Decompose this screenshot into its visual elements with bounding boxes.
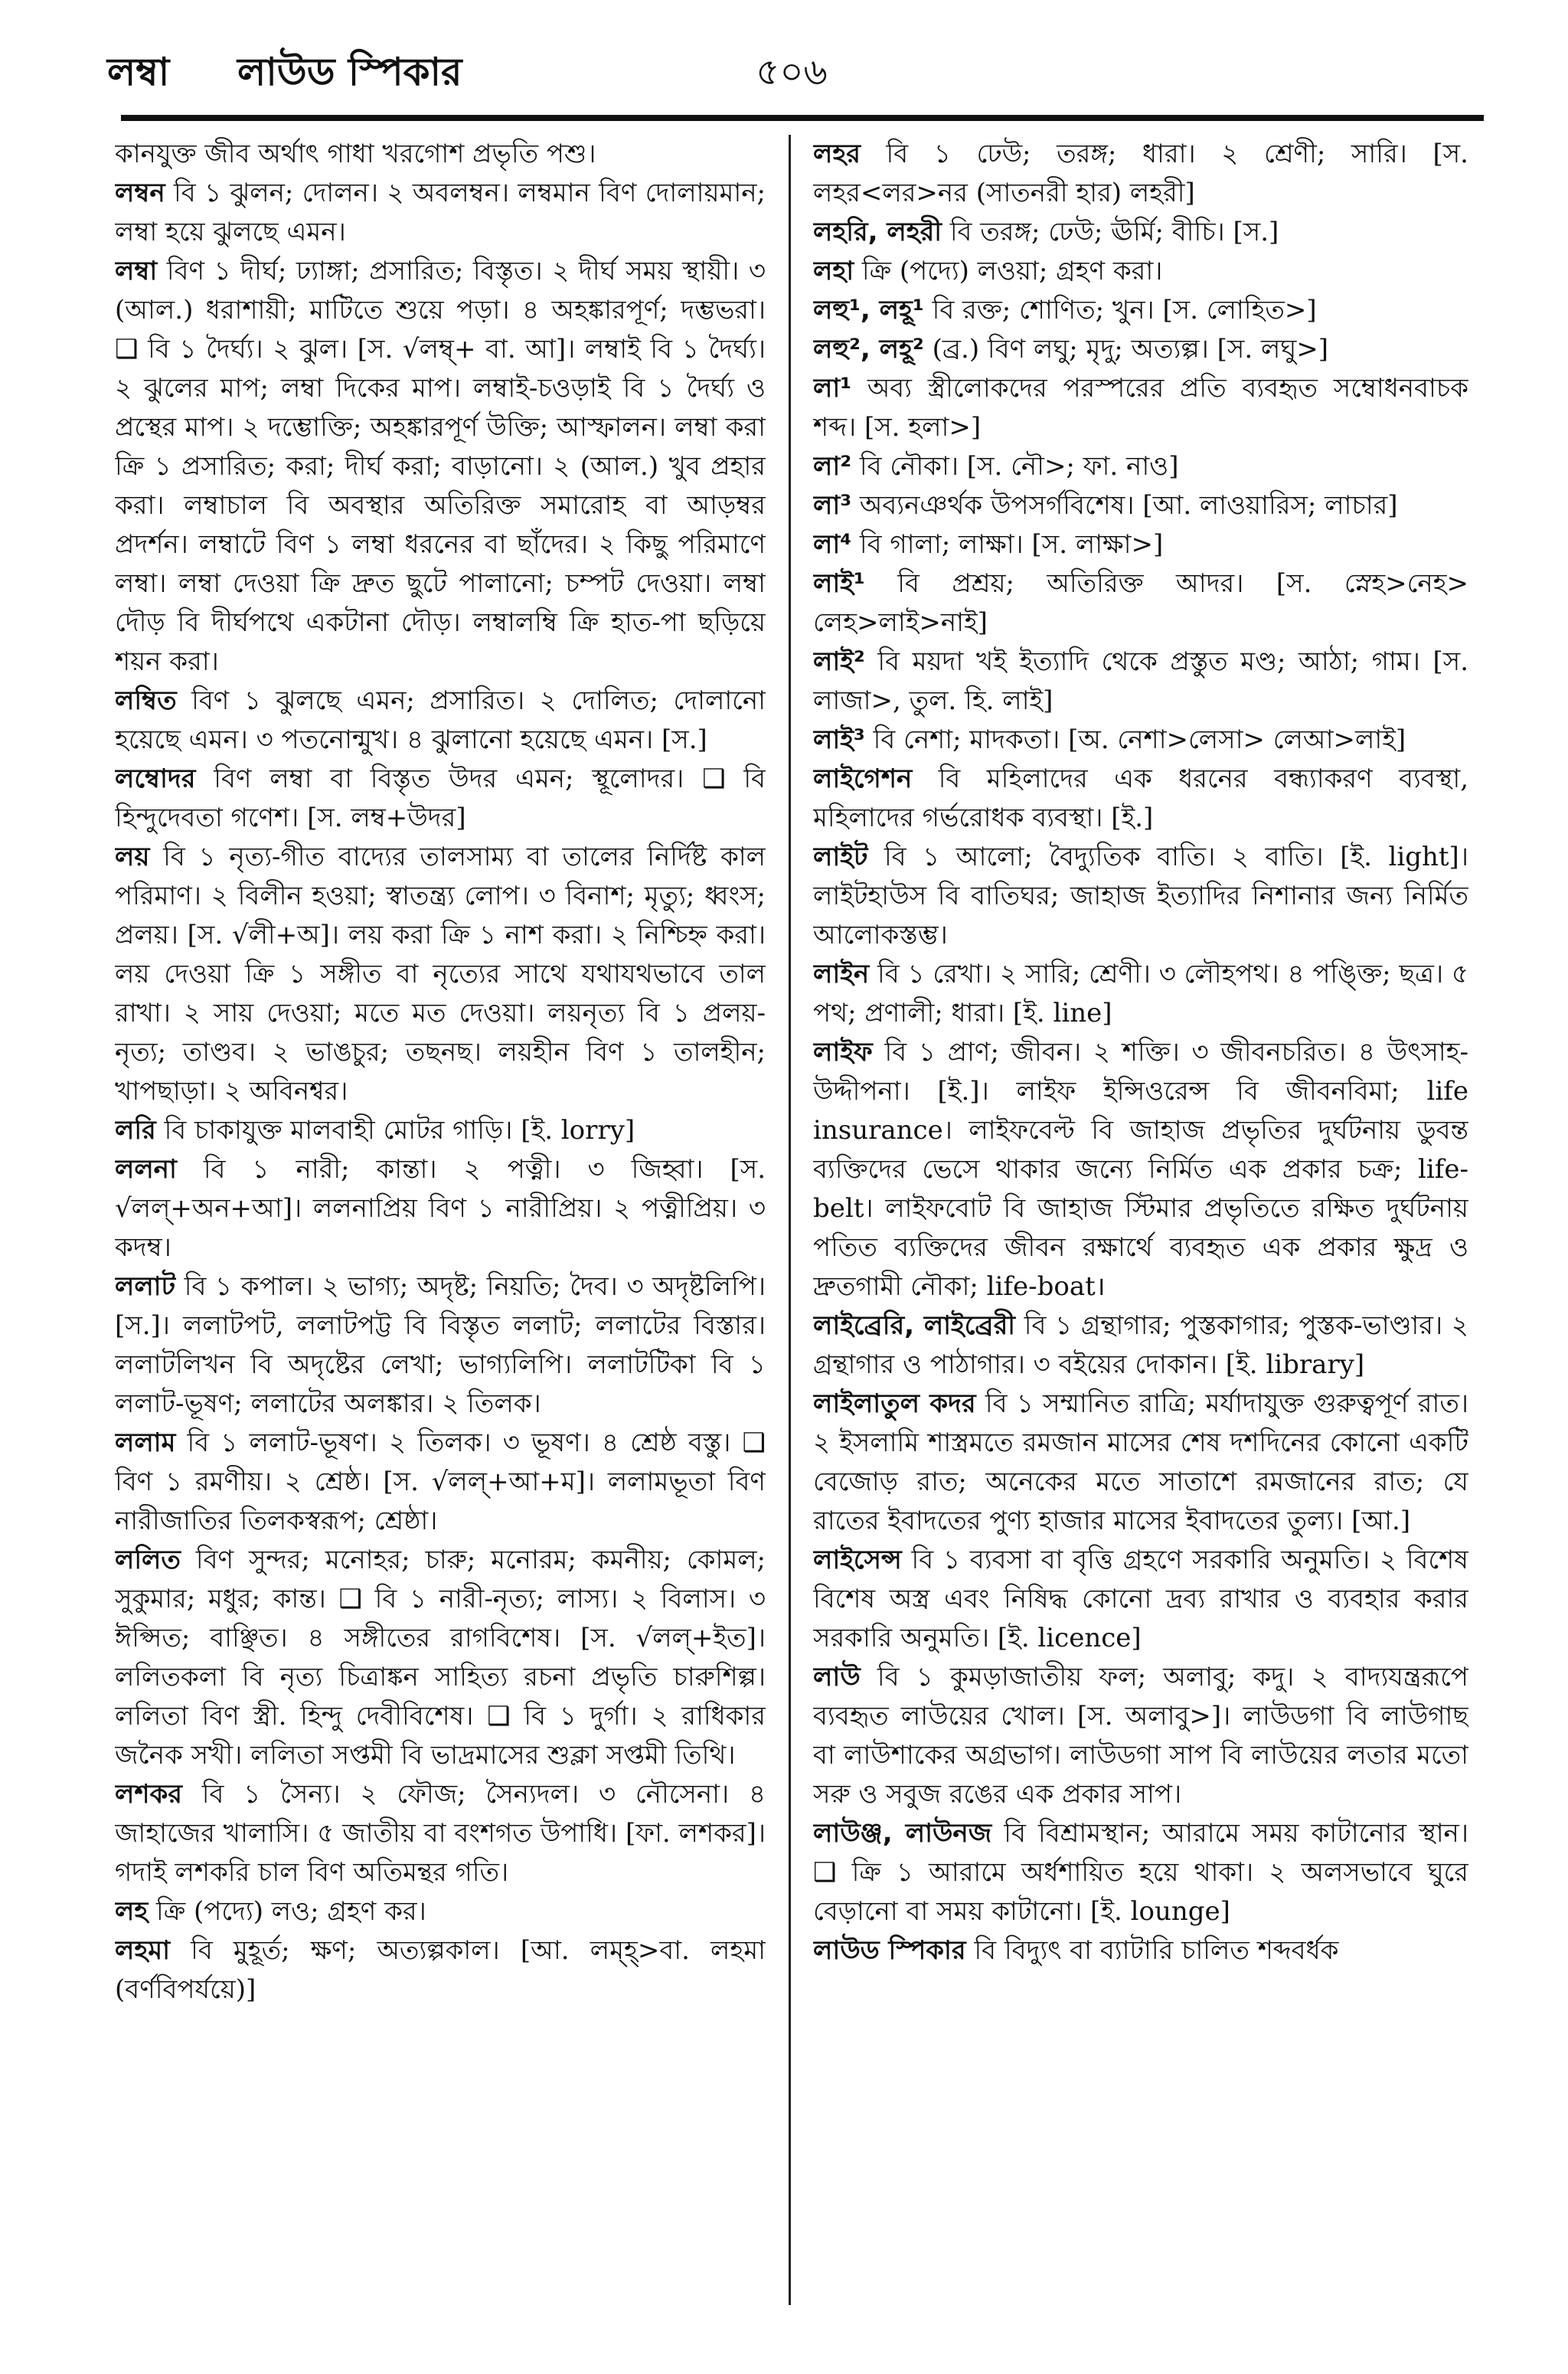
entry-headword: লাইসেন্স [813, 1545, 902, 1575]
left-column [115, 135, 766, 2313]
entry-definition: বিণ লম্বা বা বিস্তৃত উদর এমন; স্থূলোদর। ❑ বি হিন্দুদেবতা গণেশ। [স. লম্ব+উদর] [115, 764, 766, 833]
entry-headword: লয় [115, 842, 150, 872]
entry-headword: লাই² [813, 646, 865, 677]
dictionary-entry [115, 252, 766, 682]
entry-headword: লম্বিত [115, 685, 177, 716]
entry-definition: বি ১ রেখা। ২ সারি; শ্রেণী। ৩ লৌহপথ। ৪ পঙ্ক্তি; ছত্র। ৫ পথ; প্রণালী; ধারা। [ই. line] [813, 959, 1468, 1028]
entry-headword: লাই³ [813, 724, 865, 755]
entry-headword: লাইগেশন [813, 764, 913, 794]
entry-definition: বি বিশ্রামস্থান; আরামে সময় কাটানোর স্থান। ❑ ক্রি ১ আরামে অর্ধশায়িত হয়ে থাকা। ২ অলসভাবে ঘুরে বেড়ানো বা সময় কাটানো। [ই. lounge] [813, 1818, 1468, 1927]
dictionary-entry [115, 1892, 766, 1931]
entry-headword: লহর [813, 139, 861, 169]
entry-definition: বি বিদ্যুৎ বা ব্যাটারি চালিত শব্দবর্ধক [974, 1935, 1339, 1966]
entry-definition: বি ১ ললাট-ভূষণ। ২ তিলক। ৩ ভূষণ। ৪ শ্রেষ্ঠ বস্তু। ❑ বিণ ১ রমণীয়। ২ শ্রেষ্ঠ। [স. √লল্+আ+ম]। ললামভূতা বিণ নারীজাতির তিলকস্বরূপ; শ্রেষ্ঠা। [115, 1427, 766, 1536]
entry-definition: কানযুক্ত জীব অর্থাৎ গাধা খরগোশ প্রভৃতি পশু। [115, 139, 596, 169]
guide-word-left: লম্বা [107, 50, 170, 94]
dictionary-entry [813, 564, 1468, 643]
dictionary-entry [115, 682, 766, 760]
entry-headword: লাইফ [813, 1037, 873, 1068]
dictionary-entry [813, 1541, 1468, 1658]
entry-definition: বিণ ১ ঝুলছে এমন; প্রসারিত। ২ দোলিত; দোলানো হয়েছে এমন। ৩ পতনোন্মুখ। ৪ ঝুলানো হয়েছে এমন। [স.] [115, 685, 766, 755]
entry-headword: লাইন [813, 959, 870, 989]
entry-headword: লা¹ [813, 373, 852, 404]
entry-definition: বি ১ আলো; বৈদ্যুতিক বাতি। ২ বাতি। [ই. light]। লাইটহাউস বি বাতিঘর; জাহাজ ইত্যাদির নিশানার জন্য নির্মিত আলোকস্তম্ভ। [813, 842, 1468, 950]
dictionary-entry [813, 1814, 1468, 1931]
entry-headword: লাউ [813, 1662, 861, 1692]
entry-definition: বিণ ১ দীর্ঘ; ঢ্যাঙ্গা; প্রসারিত; বিস্তৃত। ২ দীর্ঘ সময় স্থায়ী। ৩ (আল.) ধরাশায়ী; মাটিতে শুয়ে পড়া। ৪ অহঙ্কারপূর্ণ; দম্ভভরা। ❑ বি ১ দৈর্ঘ্য। ২ ঝুল। [স. √লম্ব্+ বা. আ]। লম্বাই বি ১ দৈর্ঘ্য। ২ ঝুলের মাপ; লম্বা দিকের মাপ। লম্বাই-চওড়াই বি ১ দৈর্ঘ্য ও প্রস্থের মাপ। ২ দম্ভোক্তি; অহঙ্কারপূর্ণ উক্তি; আস্ফালন। লম্বা করা ক্রি ১ প্রসারিত; করা; দীর্ঘ করা; বাড়ানো। ২ (আল.) খুব প্রহার করা। লম্বাচাল বি অবস্থার অতিরিক্ত সমারোহ বা আড়ম্বর প্রদর্শন। লম্বাটে বিণ ১ লম্বা ধরনের বা ছাঁদের। ২ কিছু পরিমাণে লম্বা। লম্বা দেওয়া ক্রি দ্রুত ছুটে পালানো; চম্পট দেওয়া। লম্বা দৌড় বি দীর্ঘপথে একটানা দৌড়। লম্বালম্বি ক্রি হাত-পা ছড়িয়ে শয়ন করা। [115, 256, 766, 677]
entry-definition: বি চাকাযুক্ত মালবাহী মোটর গাড়ি। [ই. lorry] [164, 1115, 635, 1146]
right-column [813, 135, 1468, 2313]
dictionary-entry [813, 291, 1468, 330]
entry-headword: লরি [115, 1115, 156, 1146]
dictionary-entry [813, 1385, 1468, 1541]
entry-headword: ললনা [115, 1154, 177, 1185]
entry-definition: ক্রি (পদ্যে) লওয়া; গ্রহণ করা। [861, 256, 1163, 286]
entry-headword: ললাট [115, 1271, 176, 1302]
dictionary-entry [813, 1033, 1468, 1306]
entry-definition: (ব্র.) বিণ লঘু; মৃদু; অত্যল্প। [স. লঘু>] [932, 334, 1329, 365]
entry-definition: বি ১ ঝুলন; দোলন। ২ অবলম্বন। লম্বমান বিণ দোলায়মান; লম্বা হয়ে ঝুলছে এমন। [115, 178, 766, 247]
entry-headword: লাইব্রেরি, লাইব্রেরী [813, 1310, 1015, 1341]
entry-definition: অব্য স্ত্রীলোকদের পরস্পরের প্রতি ব্যবহৃত সম্বোধনবাচক শব্দ। [স. হলা>] [813, 373, 1468, 443]
entry-definition: বি ১ সম্মানিত রাত্রি; মর্যাদাযুক্ত গুরুত্বপূর্ণ রাত। ২ ইসলামি শাস্ত্রমতে রমজান মাসের শেষ দশদিনের কোনো একটি বেজোড় রাত; অনেকের মতে সাতাশে রমজানের রাত; যে রাতের ইবাদতের পুণ্য হাজার মাসের ইবাদতের তুল্য। [আ.] [813, 1388, 1468, 1536]
entry-definition: বি ১ নৃত্য-গীত বাদ্যের তালসাম্য বা তালের নির্দিষ্ট কাল পরিমাণ। ২ বিলীন হওয়া; স্বাতন্ত্র্য লোপ। ৩ বিনাশ; মৃত্যু; ধ্বংস; প্রলয়। [স. √লী+অ]। লয় করা ক্রি ১ নাশ করা। ২ নিশ্চিহ্ন করা। লয় দেওয়া ক্রি ১ সঙ্গীত বা নৃত্যের সাথে যথাযথভাবে তাল রাখা। ২ সায় দেওয়া; মতে মত দেওয়া। লয়নৃত্য বি ১ প্রলয়-নৃত্য; তাণ্ডব। ২ ভাঙচুর; তছনছ। লয়হীন বিণ ১ তালহীন; খাপছাড়া। ২ অবিনশ্বর। [115, 842, 766, 1107]
entry-definition: বি মুহূর্ত; ক্ষণ; অত্যল্পকাল। [আ. লম্হ্‌>বা. লহমা (বর্ণবিপর্যয়ে)] [115, 1935, 766, 2005]
header-rule [121, 115, 1484, 121]
dictionary-entry [813, 330, 1468, 369]
entry-headword: লম্বোদর [115, 764, 196, 794]
entry-definition: বি ১ কুমড়াজাতীয় ফল; অলাবু; কদু। ২ বাদ্যযন্ত্ররূপে ব্যবহৃত লাউয়ের খোল। [স. অলাবু>]। লাউডগা বি লাউগাছ বা লাউশাকের অগ্রভাগ। লাউডগা সাপ বি লাউয়ের লতার মতো সরু ও সবুজ রঙের এক প্রকার সাপ। [813, 1662, 1468, 1810]
dictionary-entry [813, 213, 1468, 252]
dictionary-entry [813, 643, 1468, 721]
dictionary-entry [115, 1541, 766, 1775]
entry-headword: লাউঞ্জ, লাউনজ [813, 1818, 992, 1849]
entry-headword: লহ [115, 1896, 149, 1927]
entry-headword: লাউড স্পিকার [813, 1935, 966, 1966]
entry-headword: লম্বন [115, 178, 165, 208]
entry-headword: লহরি, লহরী [813, 217, 942, 247]
entry-definition: বি ১ ব্যবসা বা বৃত্তি গ্রহণে সরকারি অনুমতি। ২ বিশেষ বিশেষ অস্ত্র এবং নিষিদ্ধ কোনো দ্রব্য রাখার ও ব্যবহার করার সরকারি অনুমতি। [ই. licence] [813, 1545, 1468, 1653]
entry-definition: বি নৌকা। [স. নৌ>; ফা. নাও] [859, 451, 1179, 482]
entry-definition: বি ১ সৈন্য। ২ ফৌজ; সৈন্যদল। ৩ নৌসেনা। ৪ জাহাজের খালাসি। ৫ জাতীয় বা বংশগত উপাধি। [ফা. লশকর]। গদাই লশকরি চাল বিণ অতিমন্থর গতি। [115, 1779, 766, 1888]
dictionary-entry [813, 838, 1468, 955]
entry-definition: বি রক্ত; শোণিত; খুন। [স. লোহিত>] [932, 295, 1317, 325]
dictionary-entry [115, 1775, 766, 1892]
entry-definition: বি ১ নারী; কান্তা। ২ পত্নী। ৩ জিহ্বা। [স. √লল্+অন+আ]। ললনাপ্রিয় বিণ ১ নারীপ্রিয়। ২ পত্নীপ্রিয়। ৩ কদম্ব। [115, 1154, 766, 1263]
entry-headword: লহু¹, লহূ¹ [813, 295, 924, 325]
dictionary-entry [813, 135, 1468, 213]
entry-headword: লাই¹ [813, 568, 865, 599]
entry-definition: বি মহিলাদের এক ধরনের বন্ধ্যাকরণ ব্যবস্থা, মহিলাদের গর্ভরোধক ব্যবস্থা। [ই.] [813, 764, 1468, 833]
dictionary-entry [813, 955, 1468, 1033]
dictionary-entry [115, 1111, 766, 1150]
dictionary-entry [115, 135, 766, 174]
dictionary-entry [115, 760, 766, 838]
dictionary-entry [813, 1658, 1468, 1814]
page-header [100, 44, 1484, 110]
entry-headword: লশকর [115, 1779, 182, 1810]
entry-definition: বি ময়দা খই ইত্যাদি থেকে প্রস্তুত মণ্ড; আঠা; গাম। [স. লাজা>, তুল. হি. লাই] [813, 646, 1468, 716]
entry-definition: বি ১ গ্রন্থাগার; পুস্তকাগার; পুস্তক-ভাণ্ডার। ২ গ্রন্থাগার ও পাঠাগার। ৩ বইয়ের দোকান। [ই. library] [813, 1310, 1468, 1380]
dictionary-entry [813, 447, 1468, 486]
column-divider [789, 135, 791, 2305]
entry-definition: বি ১ কপাল। ২ ভাগ্য; অদৃষ্ট; নিয়তি; দৈব। ৩ অদৃষ্টলিপি। [স.]। ললাটপট, ললাটপট্ট বি বিস্তৃত ললাট; ললাটের বিস্তার। ললাটলিখন বি অদৃষ্টের লেখা; ভাগ্যলিপি। ললাটটিকা বি ১ ললাট-ভূষণ; ললাটের অলঙ্কার। ২ তিলক। [115, 1271, 766, 1419]
entry-definition: ক্রি (পদ্যে) লও; গ্রহণ কর। [156, 1896, 426, 1927]
entry-headword: লহু², লহূ² [813, 334, 924, 365]
entry-headword: লহমা [115, 1935, 170, 1966]
dictionary-entry [813, 525, 1468, 564]
entry-headword: লাইলাতুল কদর [813, 1388, 976, 1419]
dictionary-entry [115, 1150, 766, 1267]
entry-definition: বি তরঙ্গ; ঢেউ; ঊর্মি; বীচি। [স.] [949, 217, 1279, 247]
entry-definition: বি নেশা; মাদকতা। [অ. নেশা>লেসা> লেআ>লাই] [873, 724, 1406, 755]
entry-definition: বি গালা; লাক্ষা। [স. লাক্ষা>] [859, 529, 1164, 560]
entry-headword: লম্বা [115, 256, 158, 286]
entry-headword: ললাম [115, 1427, 176, 1458]
dictionary-entry [813, 369, 1468, 447]
dictionary-entry [813, 252, 1468, 291]
dictionary-entry [115, 838, 766, 1111]
dictionary-entry [813, 1931, 1468, 1970]
entry-headword: লহা [813, 256, 854, 286]
entry-definition: বি ১ প্রাণ; জীবন। ২ শক্তি। ৩ জীবনচরিত। ৪ উৎসাহ-উদ্দীপনা। [ই.]। লাইফ ইন্সিওরেন্স বি জীবনবিমা; life insurance। লাইফবেল্ট বি জাহাজ প্রভৃতির দুর্ঘটনায় ডুবন্ত ব্যক্তিদের ভেসে থাকার জন্যে নির্মিত এক প্রকার চক্র; life-belt। লাইফবোট বি জাহাজ স্টিমার প্রভৃতিতে রক্ষিত দুর্ঘটনায় পতিত ব্যক্তিদের জীবন রক্ষার্থে ব্যবহৃত এক প্রকার ক্ষুদ্র ও দ্রুতগামী নৌকা; life-boat। [813, 1037, 1468, 1302]
entry-definition: বি প্রশ্রয়; অতিরিক্ত আদর। [স. স্নেহ>নেহ> লেহ>লাই>নাই] [813, 568, 1468, 638]
dictionary-entry [813, 1306, 1468, 1385]
dictionary-entry [115, 174, 766, 252]
page-number: ৫০৬ [756, 51, 828, 93]
dictionary-entry [813, 486, 1468, 525]
entry-definition: বি ১ ঢেউ; তরঙ্গ; ধারা। ২ শ্রেণী; সারি। [স. লহর<লর>নর (সাতনরী হার) লহরী] [813, 139, 1468, 208]
entry-headword: লা³ [813, 490, 852, 521]
entry-headword: ললিত [115, 1545, 181, 1575]
dictionary-entry [813, 721, 1468, 760]
entry-definition: বিণ সুন্দর; মনোহর; চারু; মনোরম; কমনীয়; কোমল; সুকুমার; মধুর; কান্ত। ❑ বি ১ নারী-নৃত্য; লাস্য। ২ বিলাস। ৩ ঈপ্সিত; বাঞ্ছিত। ৪ সঙ্গীতের রাগবিশেষ। [স. √লল্+ইত]। ললিতকলা বি নৃত্য চিত্রাঙ্কন সাহিত্য রচনা প্রভৃতি চারুশিল্প। ললিতা বিণ স্ত্রী. হিন্দু দেবীবিশেষ। ❑ বি ১ দুর্গা। ২ রাধিকার জনৈক সখী। ললিতা সপ্তমী বি ভাদ্রমাসের শুক্লা সপ্তমী তিথি। [115, 1545, 766, 1771]
dictionary-entry [813, 760, 1468, 838]
entry-definition: অব্যনঞর্থক উপসর্গবিশেষ। [আ. লাওয়ারিস; লাচার] [859, 490, 1398, 521]
dictionary-entry [115, 1424, 766, 1541]
entry-headword: লাইট [813, 842, 868, 872]
guide-word-right: লাউড স্পিকার [237, 50, 462, 94]
entry-headword: লা⁴ [813, 529, 852, 560]
dictionary-entry [115, 1931, 766, 2009]
dictionary-entry [115, 1267, 766, 1424]
entry-headword: লা² [813, 451, 852, 482]
